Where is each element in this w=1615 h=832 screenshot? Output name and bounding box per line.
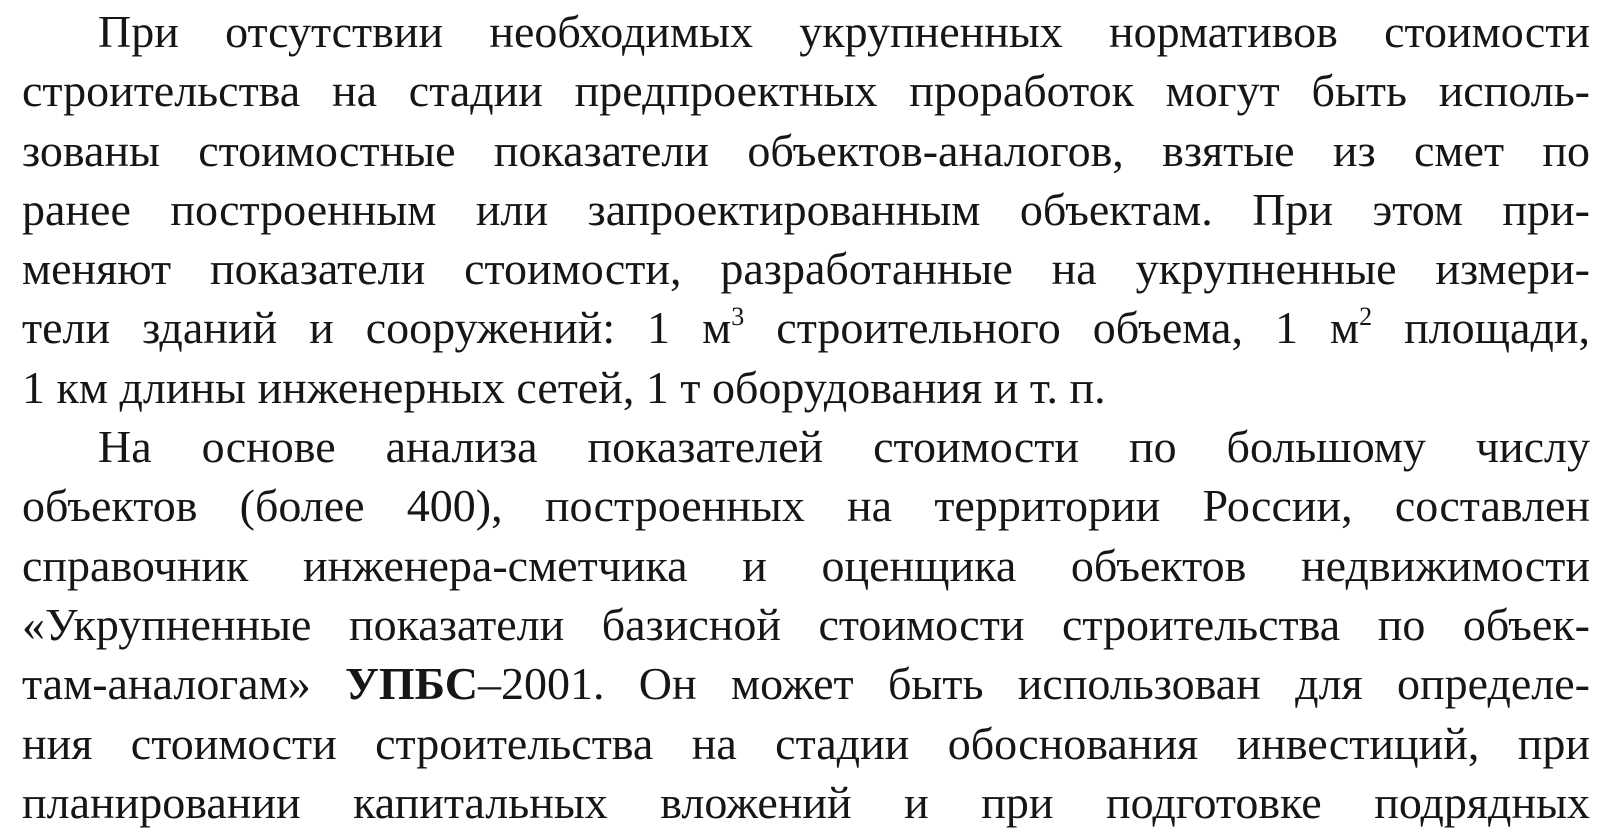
text-line: планировании капитальных вложений и при подготовке подрядных [22, 776, 1590, 828]
text-line: объектов (более 400), построенных на территории России, составлен [22, 480, 1590, 532]
paragraph-analog-objects [22, 2, 1590, 417]
document-page [22, 2, 1590, 832]
text-line: ния стоимости строительства на стадии обоснования инвестиций, при [22, 717, 1590, 769]
text-line: При отсутствии необходимых укрупненных нормативов стоимости [98, 6, 1590, 57]
upbs-abbreviation: УПБС [345, 658, 478, 710]
text-fragment: строительного объема, 1 м [744, 302, 1360, 354]
text-line: На основе анализа показателей стоимости по большому числу [98, 421, 1590, 473]
superscript-cubic: 3 [731, 302, 745, 332]
text-line: зованы стоимостные показатели объектов-аналогов, взятые из смет по [22, 124, 1590, 176]
text-line: строительства на стадии предпроектных проработок могут быть исполь- [22, 65, 1590, 117]
text-line: «Укрупненные показатели базисной стоимости строительства по объек- [22, 598, 1590, 650]
text-line-upbs [22, 654, 1590, 713]
text-fragment: тели зданий и сооружений: 1 м [22, 302, 732, 354]
paragraph-upbs-handbook [22, 417, 1590, 832]
text-line: 1 км длины инженерных сетей, 1 т оборудования и т. п. [22, 361, 1106, 413]
text-fragment: площади, [1372, 302, 1590, 354]
superscript-square: 2 [1359, 302, 1373, 332]
text-fragment: там-аналогам» [22, 658, 346, 710]
text-line-units [22, 298, 1590, 357]
text-line: справочник инженера-сметчика и оценщика объектов недвижимости [22, 539, 1590, 591]
text-fragment: –2001. Он может быть использован для определе- [477, 658, 1590, 710]
text-line: меняют показатели стоимости, разработанные на укрупненные измери- [22, 243, 1590, 295]
text-line: ранее построенным или запроектированным объектам. При этом при- [22, 183, 1590, 235]
